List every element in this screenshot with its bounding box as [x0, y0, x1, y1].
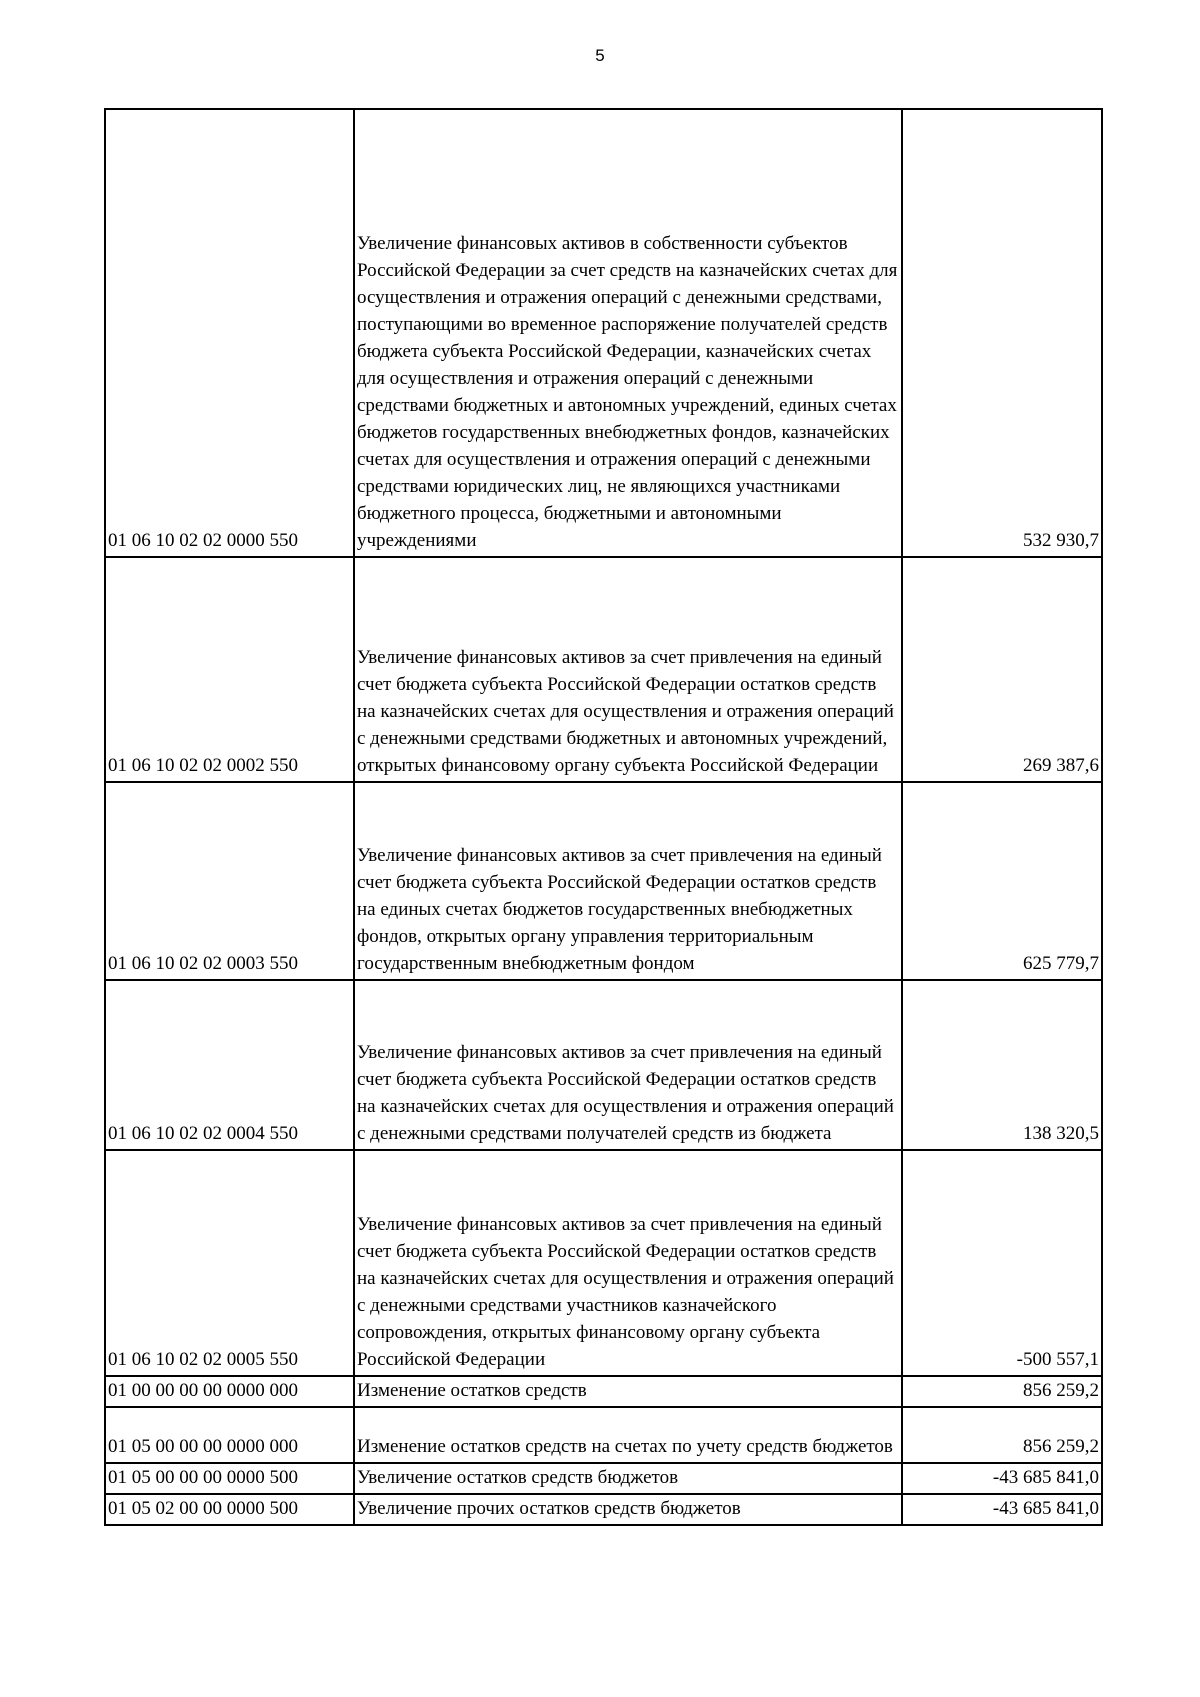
table-row: [105, 782, 1102, 980]
row-description: Изменение остатков средств: [354, 1376, 902, 1407]
budget-table: [104, 108, 1103, 1526]
table-row: [105, 1407, 1102, 1463]
row-amount: -43 685 841,0: [902, 1463, 1102, 1494]
row-code: 01 00 00 00 00 0000 000: [105, 1376, 354, 1407]
row-code: 01 05 02 00 00 0000 500: [105, 1494, 354, 1525]
table-row: [105, 1376, 1102, 1407]
row-amount: 625 779,7: [902, 782, 1102, 980]
row-description: Увеличение прочих остатков средств бюджетов: [354, 1494, 902, 1525]
row-amount: 138 320,5: [902, 980, 1102, 1150]
row-code: 01 05 00 00 00 0000 500: [105, 1463, 354, 1494]
row-description: Увеличение финансовых активов в собственности субъектов Российской Федерации за счет средств на казначейских счетах для осуществления и отражения операций с денежными средствами, поступающими во временное распоряжение получателей средств бюджета субъекта Российской Федерации, казначейских счетах для осуществления и отражения операций с денежными средствами бюджетных и автономных учреждений, единых счетах бюджетов государственных внебюджетных фондов, казначейских счетах для осуществления и отражения операций с денежными средствами юридических лиц, не являющихся участниками бюджетного процесса, бюджетными и автономными учреждениями: [354, 109, 902, 557]
row-amount: -43 685 841,0: [902, 1494, 1102, 1525]
row-description: Изменение остатков средств на счетах по учету средств бюджетов: [354, 1407, 902, 1463]
row-description: Увеличение финансовых активов за счет привлечения на единый счет бюджета субъекта Российской Федерации остатков средств на единых счетах бюджетов государственных внебюджетных фондов, открытых органу управления территориальным государственным внебюджетным фондом: [354, 782, 902, 980]
row-amount: 856 259,2: [902, 1407, 1102, 1463]
table-row: [105, 980, 1102, 1150]
row-description: Увеличение финансовых активов за счет привлечения на единый счет бюджета субъекта Российской Федерации остатков средств на казначейских счетах для осуществления и отражения операций с денежными средствами участников казначейского сопровождения, открытых финансовому органу субъекта Российской Федерации: [354, 1150, 902, 1376]
table-row: [105, 109, 1102, 557]
row-code: 01 06 10 02 02 0000 550: [105, 109, 354, 557]
row-description: Увеличение финансовых активов за счет привлечения на единый счет бюджета субъекта Российской Федерации остатков средств на казначейских счетах для осуществления и отражения операций с денежными средствами получателей средств из бюджета: [354, 980, 902, 1150]
row-description: Увеличение финансовых активов за счет привлечения на единый счет бюджета субъекта Российской Федерации остатков средств на казначейских счетах для осуществления и отражения операций с денежными средствами бюджетных и автономных учреждений, открытых финансовому органу субъекта Российской Федерации: [354, 557, 902, 782]
table-row: [105, 557, 1102, 782]
row-code: 01 06 10 02 02 0004 550: [105, 980, 354, 1150]
page-number: 5: [595, 46, 605, 65]
row-description: Увеличение остатков средств бюджетов: [354, 1463, 902, 1494]
table-row: [105, 1494, 1102, 1525]
table-row: [105, 1150, 1102, 1376]
row-code: 01 05 00 00 00 0000 000: [105, 1407, 354, 1463]
row-amount: 856 259,2: [902, 1376, 1102, 1407]
row-amount: -500 557,1: [902, 1150, 1102, 1376]
row-code: 01 06 10 02 02 0005 550: [105, 1150, 354, 1376]
row-code: 01 06 10 02 02 0002 550: [105, 557, 354, 782]
table-row: [105, 1463, 1102, 1494]
row-amount: 269 387,6: [902, 557, 1102, 782]
row-code: 01 06 10 02 02 0003 550: [105, 782, 354, 980]
row-amount: 532 930,7: [902, 109, 1102, 557]
